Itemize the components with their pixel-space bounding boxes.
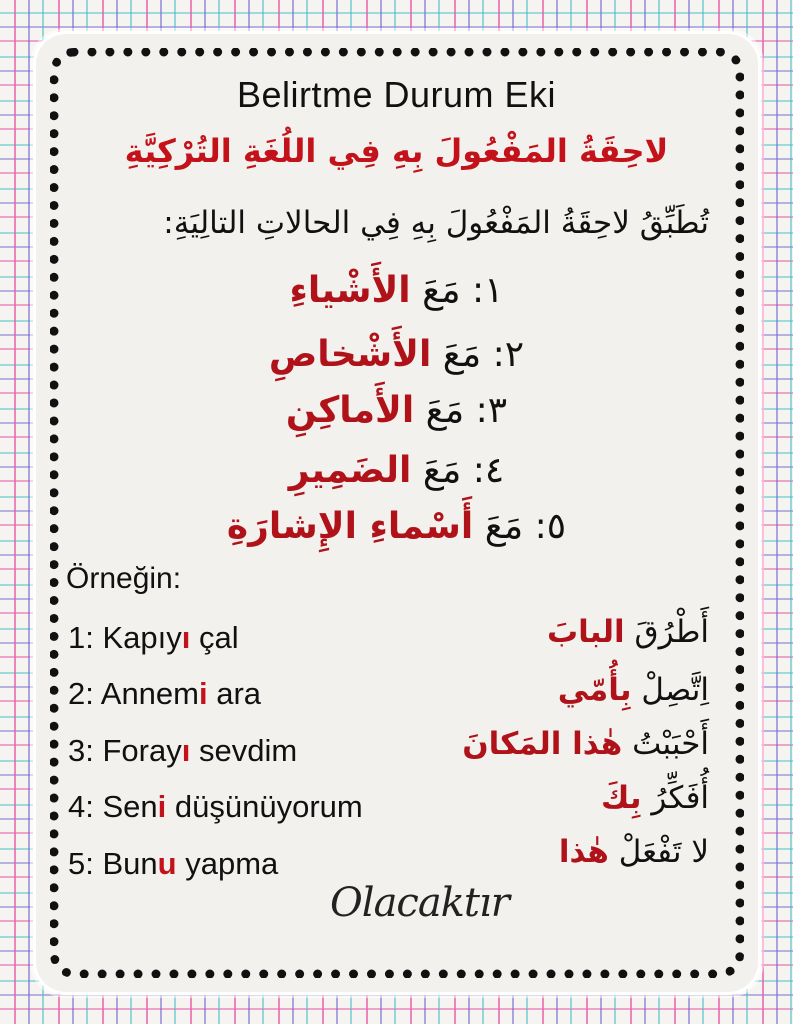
case-prefix: مَعَ [422, 450, 462, 491]
case-item [0, 334, 793, 375]
case-word: أَسْماءِ الإِشارَةِ [226, 506, 474, 547]
example-turkish: 2: Annemi ara [68, 676, 262, 711]
signature: Olacaktır [330, 880, 509, 926]
case-word: الضَمِيرِ [288, 450, 412, 491]
case-number: ٤: [472, 450, 505, 491]
example-turkish: 3: Forayı sevdim [68, 733, 298, 768]
object-highlight: هٰذا [558, 834, 609, 870]
suffix-highlight: ı [181, 733, 191, 768]
object-highlight: البابَ [546, 614, 625, 650]
object-highlight: بِكَ [600, 780, 642, 816]
case-prefix: مَعَ [425, 390, 465, 431]
case-prefix: مَعَ [442, 334, 482, 375]
case-number: ٣: [475, 390, 508, 431]
case-number: ٢: [492, 334, 525, 375]
object-highlight: هٰذا المَكانَ [462, 726, 623, 762]
case-number: ٥: [534, 506, 567, 547]
example-arabic: أُفَكِّرُ بِكَ [600, 780, 709, 816]
case-item [0, 390, 793, 431]
example-turkish: 4: Seni düşünüyorum [68, 789, 363, 824]
examples-label: Örneğin: [66, 562, 182, 595]
example-turkish: 5: Bunu yapma [68, 846, 279, 881]
page-title: Belirtme Durum Eki [236, 74, 557, 115]
case-prefix: مَعَ [422, 270, 461, 311]
case-item [0, 506, 793, 547]
arabic-subtitle: لاحِقَةُ المَفْعُولَ بِهِ فِي اللُغَةِ التُرْكِيَّةِ [124, 132, 669, 170]
case-prefix: مَعَ [484, 506, 524, 547]
case-item [0, 450, 793, 491]
case-number: ١: [472, 270, 504, 311]
case-word: الأَماكِنِ [285, 390, 415, 431]
case-word: الأَشْخاصِ [268, 334, 432, 375]
suffix-highlight: i [157, 789, 167, 824]
suffix-highlight: i [199, 676, 208, 711]
suffix-highlight: u [157, 846, 177, 881]
example-arabic: اِتَّصِلْ بِأُمّي [557, 672, 709, 708]
object-highlight: بِأُمّي [557, 672, 632, 708]
example-turkish: 1: Kapıyı çal [68, 620, 239, 655]
case-word: الأَشْياءِ [289, 270, 411, 311]
example-arabic: لا تَفْعَلْ هٰذا [558, 834, 709, 870]
example-arabic: أَطْرُقَ البابَ [546, 614, 709, 650]
arabic-rule: تُطَبِّقُ لاحِقَةُ المَفْعُولَ بِهِ فِي الحالاتِ التالِيَةِ: [163, 205, 709, 241]
case-item [0, 270, 793, 311]
example-arabic: أَحْبَبْتُ هٰذا المَكانَ [462, 726, 709, 762]
suffix-highlight: ı [181, 620, 191, 655]
